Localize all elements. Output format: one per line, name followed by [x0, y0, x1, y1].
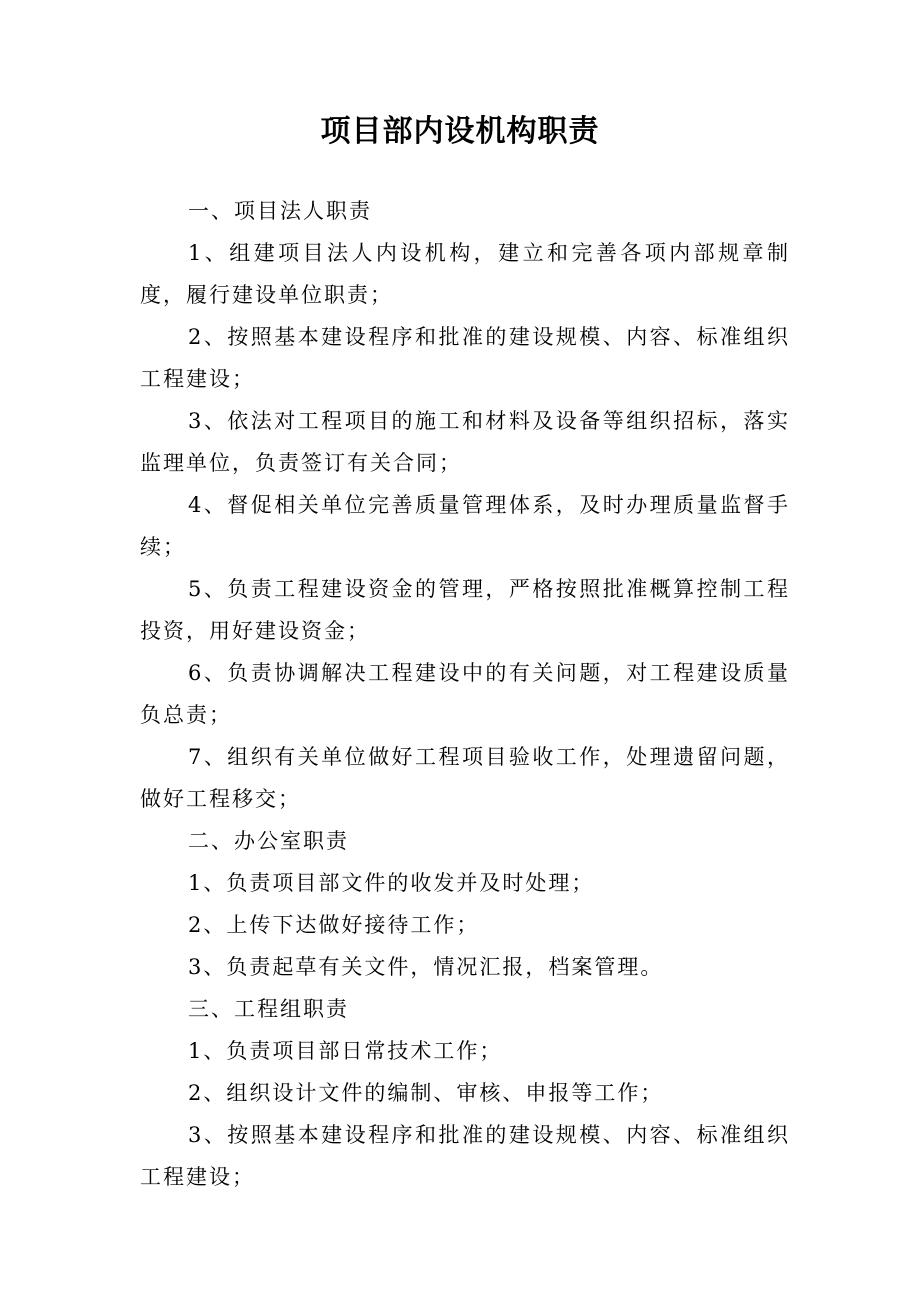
paragraph-item: 4、督促相关单位完善质量管理体系，及时办理质量监督手续； [140, 493, 790, 559]
section-heading-engineering-group: 三、工程组职责 [188, 997, 349, 1021]
paragraph-item: 7、组织有关单位做好工程项目验收工作，处理遗留问题，做好工程移交； [140, 745, 790, 811]
paragraph-item: 5、负责工程建设资金的管理，严格按照批准概算控制工程投资，用好建设资金； [140, 577, 790, 643]
section-heading-project-legal-person: 一、项目法人职责 [188, 199, 372, 223]
paragraph-item: 3、负责起草有关文件，情况汇报，档案管理。 [188, 955, 664, 979]
paragraph-item: 3、依法对工程项目的施工和材料及设备等组织招标，落实监理单位，负责签订有关合同； [140, 409, 790, 475]
document-body [140, 190, 790, 1198]
section-heading-office: 二、办公室职责 [188, 829, 349, 853]
paragraph-item: 2、上传下达做好接待工作； [188, 913, 480, 937]
paragraph-item: 2、组织设计文件的编制、审核、申报等工作； [188, 1081, 664, 1105]
paragraph-item: 6、负责协调解决工程建设中的有关问题，对工程建设质量负总责； [140, 661, 790, 727]
paragraph-item: 1、负责项目部日常技术工作； [188, 1039, 503, 1063]
document-title: 项目部内设机构职责 [320, 114, 600, 149]
paragraph-item: 2、按照基本建设程序和批准的建设规模、内容、标准组织工程建设； [140, 325, 790, 391]
paragraph-item: 1、组建项目法人内设机构，建立和完善各项内部规章制度，履行建设单位职责； [140, 241, 790, 307]
paragraph-item: 1、负责项目部文件的收发并及时处理； [188, 871, 595, 895]
paragraph-item: 3、按照基本建设程序和批准的建设规模、内容、标准组织工程建设； [140, 1123, 790, 1189]
